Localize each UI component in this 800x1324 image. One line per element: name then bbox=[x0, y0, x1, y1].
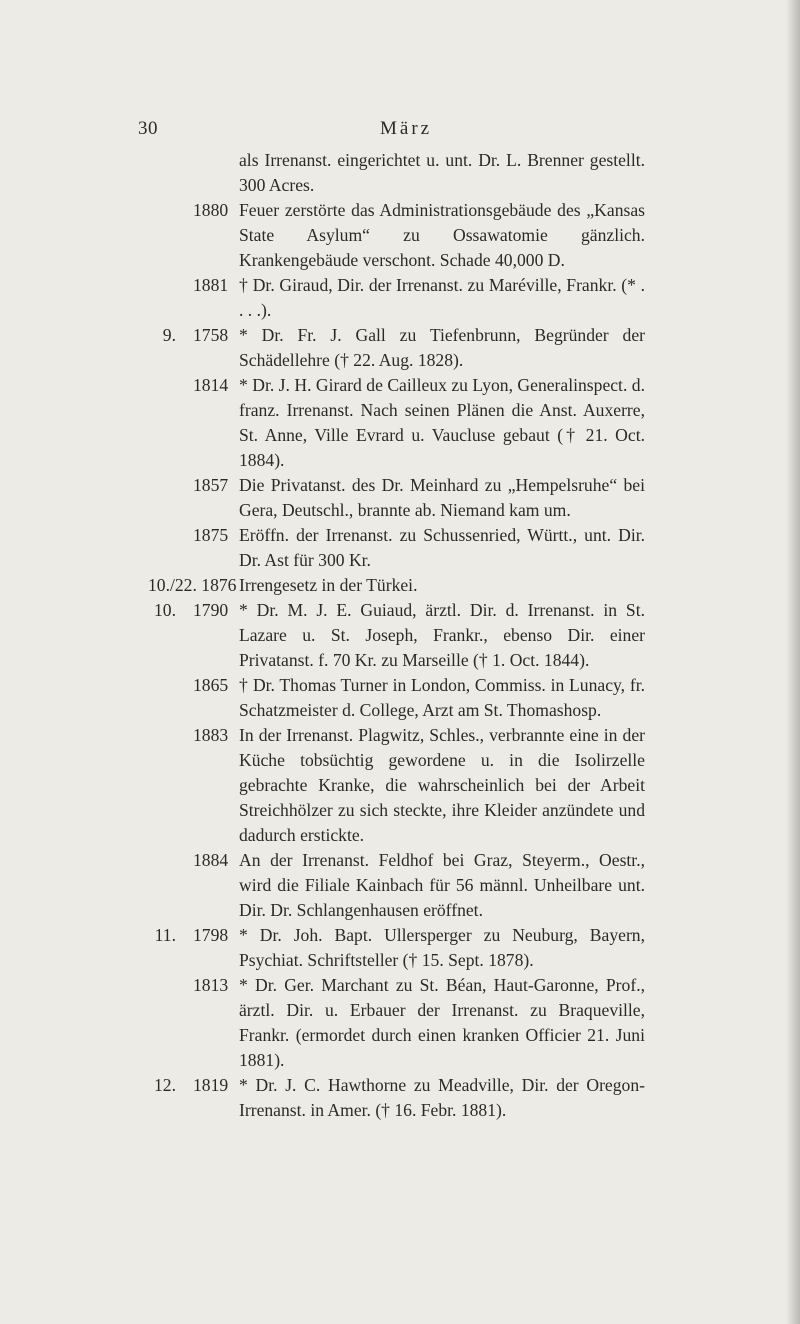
entry-text: * Dr. Ger. Marchant zu St. Béan, Haut-Garonne, Prof., ärztl. Dir. u. Erbauer der Irrenanst. zu Braqueville, Frankr. (ermordet durch einen kranken Officier 21. Juni 1881). bbox=[239, 975, 645, 1070]
entry-text: † Dr. Thomas Turner in London, Commiss. in Lunacy, fr. Schatzmeister d. College, Arzt am St. Thomashosp. bbox=[239, 675, 645, 720]
entry-year: 1883 bbox=[193, 725, 229, 745]
entry-text: † Dr. Giraud, Dir. der Irrenanst. zu Maréville, Frankr. (* . . . .). bbox=[239, 275, 645, 320]
entry bbox=[0, 473, 645, 523]
entry bbox=[0, 148, 645, 198]
entry-text: Irrengesetz in der Türkei. bbox=[239, 575, 418, 595]
entry bbox=[0, 523, 645, 573]
entry-day: 10. bbox=[154, 600, 176, 620]
entry bbox=[0, 273, 645, 323]
entry-year: 1880 bbox=[193, 200, 229, 220]
entry-year: 1881 bbox=[193, 275, 229, 295]
entry-year: 1884 bbox=[193, 850, 229, 870]
entry-day: 12. bbox=[154, 1075, 176, 1095]
page-header bbox=[0, 118, 800, 142]
entry-year: 1865 bbox=[193, 675, 229, 695]
entry bbox=[0, 1073, 645, 1123]
entry-year: 1875 bbox=[193, 525, 229, 545]
entry-text: * Dr. Joh. Bapt. Ullersperger zu Neuburg, Bayern, Psychiat. Schriftsteller († 15. Sept. 1878). bbox=[239, 925, 645, 970]
entry-year: 1798 bbox=[193, 925, 229, 945]
entry-text: An der Irrenanst. Feldhof bei Graz, Steyerm., Oestr., wird die Filiale Kainbach für 56 männl. Unheilbare unt. Dir. Dr. Schlangenhausen eröffnet. bbox=[239, 850, 645, 920]
entry-year: 1813 bbox=[193, 975, 229, 995]
entry-date bbox=[148, 573, 236, 598]
entry-text: als Irrenanst. eingerichtet u. unt. Dr. L. Brenner gestellt. 300 Acres. bbox=[239, 150, 645, 195]
entry bbox=[0, 323, 645, 373]
entry-text: Feuer zerstörte das Administrationsgebäude des „Kansas State Asylum“ zu Ossawatomie gänzlich. Krankengebäude verschont. Schade 40,000 D. bbox=[239, 200, 645, 270]
entry-text: * Dr. J. C. Hawthorne zu Meadville, Dir. der Oregon-Irrenanst. in Amer. († 16. Febr. 1881). bbox=[239, 1075, 645, 1120]
chronicle-entries bbox=[0, 148, 800, 1123]
running-head-month: März bbox=[380, 118, 433, 139]
entry bbox=[0, 373, 645, 473]
entry bbox=[0, 573, 645, 598]
entry bbox=[0, 973, 645, 1073]
entry-text: In der Irrenanst. Plagwitz, Schles., verbrannte eine in der Küche tobsüchtig gewordene u. in die Isolirzelle gebrachte Kranke, die wahrscheinlich bei der Arbeit Streichhölzer zu sich steckte, ihre Kleider anzündete und dadurch erstickte. bbox=[239, 725, 645, 845]
entry-text: * Dr. J. H. Girard de Cailleux zu Lyon, Generalinspect. d. franz. Irrenanst. Nach seinen Plänen die Anst. Auxerre, St. Anne, Ville Evrard u. Vaucluse gebaut († 21. Oct. 1884). bbox=[239, 375, 645, 470]
page-number: 30 bbox=[138, 118, 158, 139]
entry-year: 1790 bbox=[193, 600, 229, 620]
entry-year: 1819 bbox=[193, 1075, 229, 1095]
entry bbox=[0, 723, 645, 848]
entry bbox=[0, 848, 645, 923]
entry-year: 1876 bbox=[201, 575, 237, 595]
entry-day: 9. bbox=[162, 325, 176, 345]
entry-year: 1857 bbox=[193, 475, 229, 495]
entry-year: 1814 bbox=[193, 375, 229, 395]
entry bbox=[0, 598, 645, 673]
entry bbox=[0, 673, 645, 723]
entry-text: * Dr. Fr. J. Gall zu Tiefenbrunn, Begründer der Schädellehre († 22. Aug. 1828). bbox=[239, 325, 645, 370]
entry-year: 1758 bbox=[193, 325, 229, 345]
entry-day: 10./22. bbox=[148, 575, 197, 595]
entry bbox=[0, 198, 645, 273]
entry-day: 11. bbox=[154, 925, 176, 945]
entry-text: * Dr. M. J. E. Guiaud, ärztl. Dir. d. Irrenanst. in St. Lazare u. St. Joseph, Frankr., ebenso Dir. einer Privatanst. f. 70 Kr. zu Marseille († 1. Oct. 1844). bbox=[239, 600, 645, 670]
entry-text: Die Privatanst. des Dr. Meinhard zu „Hempelsruhe“ bei Gera, Deutschl., brannte ab. Niemand kam um. bbox=[239, 475, 645, 520]
entry bbox=[0, 923, 645, 973]
entry-text: Eröffn. der Irrenanst. zu Schussenried, Württ., unt. Dir. Dr. Ast für 300 Kr. bbox=[239, 525, 645, 570]
